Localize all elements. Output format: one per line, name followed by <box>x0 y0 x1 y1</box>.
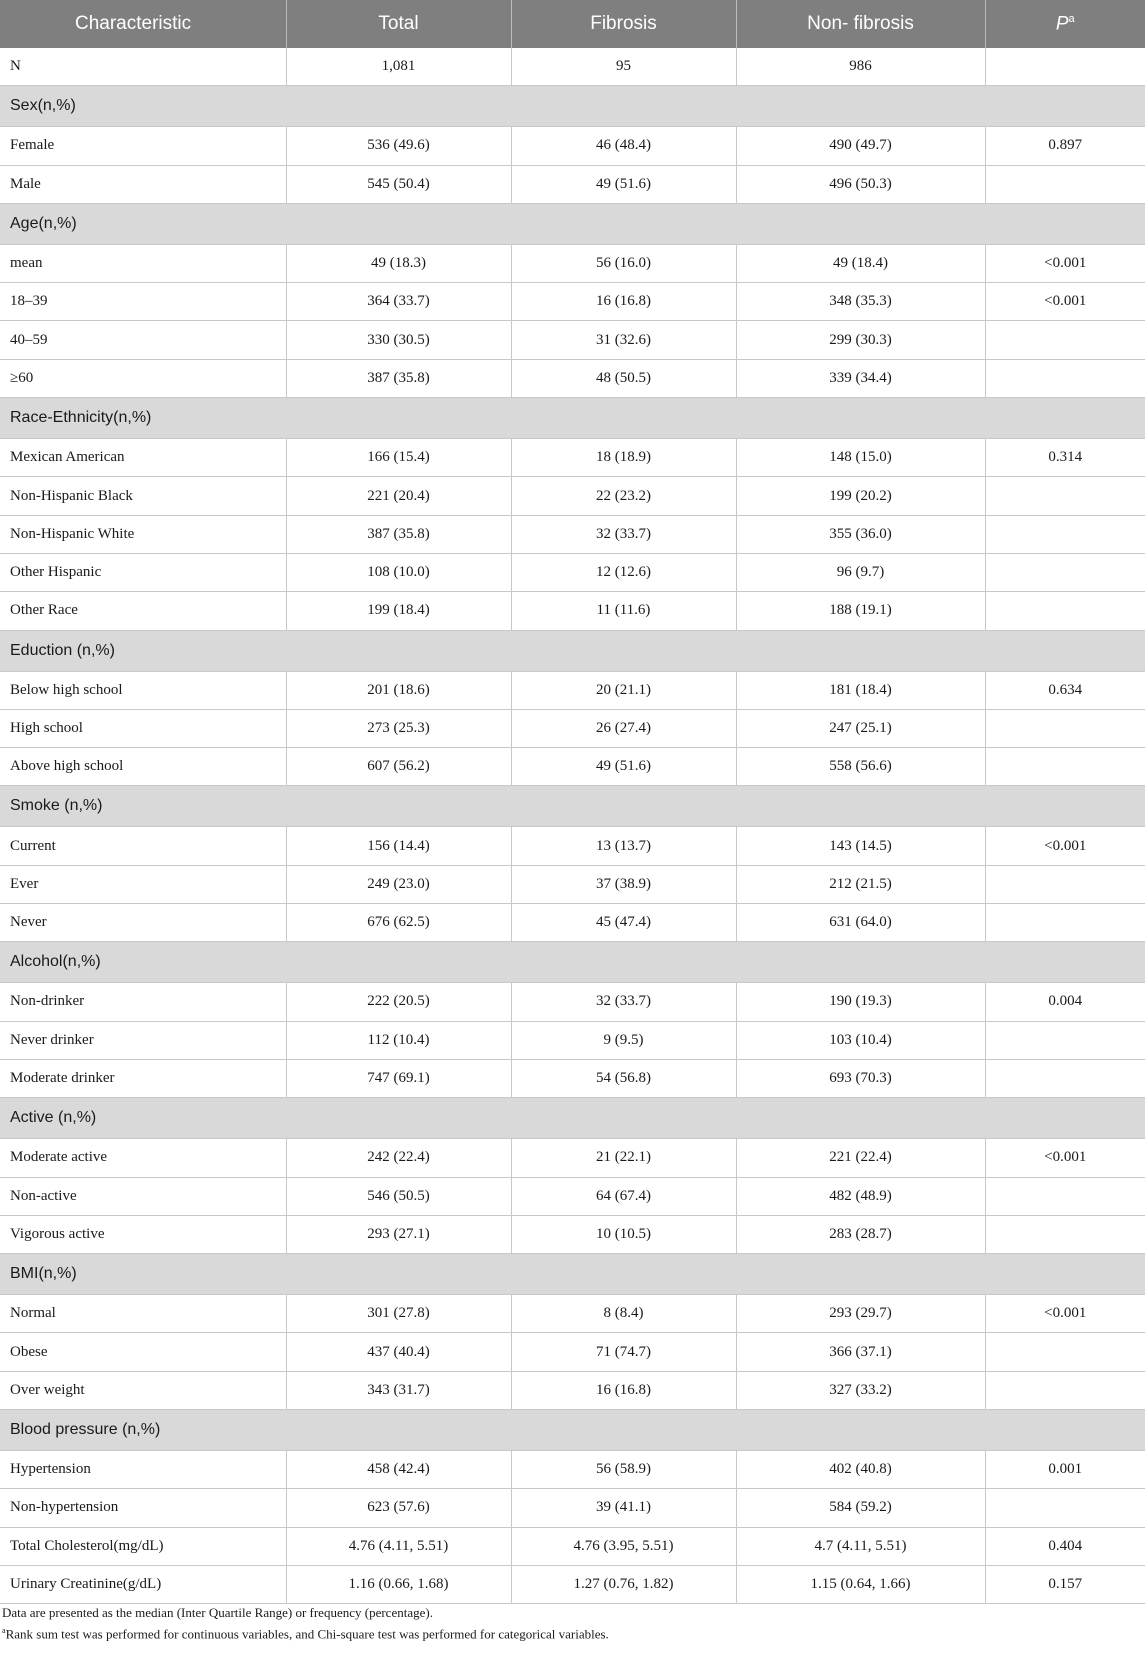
cell-fibrosis: 20 (21.1) <box>511 671 736 709</box>
cell-characteristic: Non-active <box>0 1177 286 1215</box>
cell-total: 222 (20.5) <box>286 983 511 1021</box>
cell-p-value <box>985 321 1145 359</box>
cell-total: 242 (22.4) <box>286 1139 511 1177</box>
cell-total: 747 (69.1) <box>286 1059 511 1097</box>
cell-p-value <box>985 904 1145 942</box>
table-header <box>0 0 1145 48</box>
cell-non-fibrosis: 199 (20.2) <box>736 477 985 515</box>
cell-total: 4.76 (4.11, 5.51) <box>286 1527 511 1565</box>
cell-characteristic: N <box>0 48 286 86</box>
cell-p-value <box>985 1371 1145 1409</box>
cell-fibrosis: 16 (16.8) <box>511 1371 736 1409</box>
cell-total: 623 (57.6) <box>286 1489 511 1527</box>
cell-non-fibrosis: 490 (49.7) <box>736 127 985 165</box>
cell-fibrosis: 56 (16.0) <box>511 244 736 282</box>
cell-p-value <box>985 165 1145 203</box>
footnote-2-marker: a <box>2 1626 6 1636</box>
table-row <box>0 1215 1145 1253</box>
cell-fibrosis: 9 (9.5) <box>511 1021 736 1059</box>
cell-total: 249 (23.0) <box>286 865 511 903</box>
group-label: BMI(n,%) <box>0 1254 1145 1295</box>
cell-total: 536 (49.6) <box>286 127 511 165</box>
cell-fibrosis: 10 (10.5) <box>511 1215 736 1253</box>
cell-fibrosis: 32 (33.7) <box>511 983 736 1021</box>
cell-p-value <box>985 515 1145 553</box>
cell-characteristic: Never <box>0 904 286 942</box>
group-label: Eduction (n,%) <box>0 630 1145 671</box>
table-row <box>0 359 1145 397</box>
footnote-1: Data are presented as the median (Inter Quartile Range) or frequency (percentage). <box>2 1605 433 1621</box>
cell-p-value: 0.004 <box>985 983 1145 1021</box>
cell-total: 112 (10.4) <box>286 1021 511 1059</box>
cell-total: 49 (18.3) <box>286 244 511 282</box>
cell-fibrosis: 49 (51.6) <box>511 165 736 203</box>
table-row <box>0 48 1145 86</box>
cell-fibrosis: 12 (12.6) <box>511 553 736 591</box>
cell-characteristic: mean <box>0 244 286 282</box>
group-header-row <box>0 1254 1145 1295</box>
cell-characteristic: Normal <box>0 1295 286 1333</box>
table-row <box>0 283 1145 321</box>
cell-total: 166 (15.4) <box>286 439 511 477</box>
table-row <box>0 983 1145 1021</box>
cell-non-fibrosis: 96 (9.7) <box>736 553 985 591</box>
cell-non-fibrosis: 339 (34.4) <box>736 359 985 397</box>
table-row <box>0 748 1145 786</box>
cell-characteristic: Obese <box>0 1333 286 1371</box>
table-row <box>0 165 1145 203</box>
cell-non-fibrosis: 293 (29.7) <box>736 1295 985 1333</box>
cell-total: 343 (31.7) <box>286 1371 511 1409</box>
table-row <box>0 592 1145 630</box>
group-header-row <box>0 630 1145 671</box>
cell-p-value: 0.314 <box>985 439 1145 477</box>
cell-total: 437 (40.4) <box>286 1333 511 1371</box>
cell-non-fibrosis: 190 (19.3) <box>736 983 985 1021</box>
cell-non-fibrosis: 103 (10.4) <box>736 1021 985 1059</box>
cell-fibrosis: 64 (67.4) <box>511 1177 736 1215</box>
cell-characteristic: 40–59 <box>0 321 286 359</box>
cell-characteristic: Female <box>0 127 286 165</box>
cell-characteristic: Non-Hispanic White <box>0 515 286 553</box>
cell-total: 108 (10.0) <box>286 553 511 591</box>
cell-non-fibrosis: 693 (70.3) <box>736 1059 985 1097</box>
cell-total: 546 (50.5) <box>286 1177 511 1215</box>
cell-characteristic: High school <box>0 709 286 747</box>
cell-total: 156 (14.4) <box>286 827 511 865</box>
table-row <box>0 553 1145 591</box>
cell-characteristic: Non-drinker <box>0 983 286 1021</box>
group-header-row <box>0 942 1145 983</box>
cell-p-value: <0.001 <box>985 1139 1145 1177</box>
cell-non-fibrosis: 631 (64.0) <box>736 904 985 942</box>
cell-p-value <box>985 477 1145 515</box>
cell-non-fibrosis: 986 <box>736 48 985 86</box>
cell-non-fibrosis: 355 (36.0) <box>736 515 985 553</box>
cell-p-value <box>985 592 1145 630</box>
table-row <box>0 709 1145 747</box>
cell-characteristic: Above high school <box>0 748 286 786</box>
group-header-row <box>0 786 1145 827</box>
table-row <box>0 1527 1145 1565</box>
header-p-superscript: a <box>1068 12 1075 25</box>
table-row <box>0 904 1145 942</box>
cell-fibrosis: 13 (13.7) <box>511 827 736 865</box>
cell-non-fibrosis: 496 (50.3) <box>736 165 985 203</box>
header-characteristic: Characteristic <box>0 0 286 48</box>
cell-p-value: <0.001 <box>985 283 1145 321</box>
cell-p-value: <0.001 <box>985 1295 1145 1333</box>
cell-total: 301 (27.8) <box>286 1295 511 1333</box>
cell-non-fibrosis: 247 (25.1) <box>736 709 985 747</box>
cell-non-fibrosis: 327 (33.2) <box>736 1371 985 1409</box>
cell-fibrosis: 8 (8.4) <box>511 1295 736 1333</box>
cell-characteristic: Over weight <box>0 1371 286 1409</box>
cell-characteristic: Mexican American <box>0 439 286 477</box>
cell-characteristic: Non-Hispanic Black <box>0 477 286 515</box>
table-row <box>0 244 1145 282</box>
cell-non-fibrosis: 143 (14.5) <box>736 827 985 865</box>
cell-p-value <box>985 1177 1145 1215</box>
cell-p-value: 0.634 <box>985 671 1145 709</box>
cell-p-value: 0.404 <box>985 1527 1145 1565</box>
header-p-label: P <box>1055 13 1069 35</box>
cell-characteristic: Hypertension <box>0 1451 286 1489</box>
header-non-fibrosis: Non- fibrosis <box>736 0 985 48</box>
cell-total: 545 (50.4) <box>286 165 511 203</box>
group-header-row <box>0 86 1145 127</box>
group-header-row <box>0 398 1145 439</box>
cell-fibrosis: 49 (51.6) <box>511 748 736 786</box>
cell-total: 676 (62.5) <box>286 904 511 942</box>
cell-non-fibrosis: 188 (19.1) <box>736 592 985 630</box>
cell-fibrosis: 46 (48.4) <box>511 127 736 165</box>
table-row <box>0 1139 1145 1177</box>
cell-p-value: 0.001 <box>985 1451 1145 1489</box>
cell-fibrosis: 21 (22.1) <box>511 1139 736 1177</box>
table-row <box>0 1333 1145 1371</box>
cell-p-value <box>985 865 1145 903</box>
cell-p-value <box>985 359 1145 397</box>
cell-fibrosis: 16 (16.8) <box>511 283 736 321</box>
cell-total: 458 (42.4) <box>286 1451 511 1489</box>
cell-fibrosis: 1.27 (0.76, 1.82) <box>511 1565 736 1603</box>
cell-characteristic: Urinary Creatinine(g/dL) <box>0 1565 286 1603</box>
cell-total: 330 (30.5) <box>286 321 511 359</box>
cell-total: 293 (27.1) <box>286 1215 511 1253</box>
cell-fibrosis: 26 (27.4) <box>511 709 736 747</box>
cell-characteristic: Moderate active <box>0 1139 286 1177</box>
cell-fibrosis: 45 (47.4) <box>511 904 736 942</box>
table-row <box>0 1295 1145 1333</box>
cell-p-value: 0.157 <box>985 1565 1145 1603</box>
cell-fibrosis: 32 (33.7) <box>511 515 736 553</box>
table-row <box>0 1489 1145 1527</box>
footnotes <box>0 1604 1145 1643</box>
cell-p-value <box>985 1021 1145 1059</box>
cell-fibrosis: 95 <box>511 48 736 86</box>
table-row <box>0 1451 1145 1489</box>
cell-p-value: 0.897 <box>985 127 1145 165</box>
cell-characteristic: Never drinker <box>0 1021 286 1059</box>
cell-p-value <box>985 1215 1145 1253</box>
group-header-row <box>0 1098 1145 1139</box>
cell-p-value <box>985 553 1145 591</box>
cell-p-value <box>985 709 1145 747</box>
cell-p-value <box>985 748 1145 786</box>
cell-non-fibrosis: 402 (40.8) <box>736 1451 985 1489</box>
cell-fibrosis: 39 (41.1) <box>511 1489 736 1527</box>
cell-total: 1,081 <box>286 48 511 86</box>
cell-fibrosis: 71 (74.7) <box>511 1333 736 1371</box>
header-fibrosis: Fibrosis <box>511 0 736 48</box>
cell-characteristic: ≥60 <box>0 359 286 397</box>
cell-p-value <box>985 1059 1145 1097</box>
cell-non-fibrosis: 299 (30.3) <box>736 321 985 359</box>
cell-non-fibrosis: 181 (18.4) <box>736 671 985 709</box>
table-row <box>0 1371 1145 1409</box>
cell-characteristic: Ever <box>0 865 286 903</box>
table-body <box>0 48 1145 1604</box>
cell-p-value: <0.001 <box>985 244 1145 282</box>
cell-non-fibrosis: 49 (18.4) <box>736 244 985 282</box>
table-row <box>0 1059 1145 1097</box>
cell-non-fibrosis: 221 (22.4) <box>736 1139 985 1177</box>
cell-non-fibrosis: 212 (21.5) <box>736 865 985 903</box>
cell-fibrosis: 11 (11.6) <box>511 592 736 630</box>
group-header-row <box>0 203 1145 244</box>
cell-non-fibrosis: 584 (59.2) <box>736 1489 985 1527</box>
cell-characteristic: Moderate drinker <box>0 1059 286 1097</box>
cell-fibrosis: 54 (56.8) <box>511 1059 736 1097</box>
cell-p-value <box>985 1489 1145 1527</box>
cell-non-fibrosis: 558 (56.6) <box>736 748 985 786</box>
cell-total: 387 (35.8) <box>286 515 511 553</box>
cell-total: 364 (33.7) <box>286 283 511 321</box>
cell-fibrosis: 18 (18.9) <box>511 439 736 477</box>
cell-non-fibrosis: 1.15 (0.64, 1.66) <box>736 1565 985 1603</box>
group-label: Sex(n,%) <box>0 86 1145 127</box>
cell-characteristic: Male <box>0 165 286 203</box>
table-row <box>0 671 1145 709</box>
cell-fibrosis: 48 (50.5) <box>511 359 736 397</box>
table-row <box>0 1565 1145 1603</box>
group-label: Age(n,%) <box>0 203 1145 244</box>
table-row <box>0 321 1145 359</box>
cell-non-fibrosis: 283 (28.7) <box>736 1215 985 1253</box>
group-header-row <box>0 1410 1145 1451</box>
cell-non-fibrosis: 366 (37.1) <box>736 1333 985 1371</box>
cell-characteristic: Current <box>0 827 286 865</box>
cell-characteristic: Vigorous active <box>0 1215 286 1253</box>
table-row <box>0 865 1145 903</box>
cell-non-fibrosis: 4.7 (4.11, 5.51) <box>736 1527 985 1565</box>
cell-fibrosis: 31 (32.6) <box>511 321 736 359</box>
cell-characteristic: 18–39 <box>0 283 286 321</box>
cell-characteristic: Other Race <box>0 592 286 630</box>
cell-total: 607 (56.2) <box>286 748 511 786</box>
group-label: Active (n,%) <box>0 1098 1145 1139</box>
group-label: Alcohol(n,%) <box>0 942 1145 983</box>
table-row <box>0 439 1145 477</box>
cell-characteristic: Below high school <box>0 671 286 709</box>
table-row <box>0 477 1145 515</box>
footnote-2-text: Rank sum test was performed for continuous variables, and Chi-square test was performed for categorical variables. <box>5 1626 609 1642</box>
cell-fibrosis: 4.76 (3.95, 5.51) <box>511 1527 736 1565</box>
cell-non-fibrosis: 148 (15.0) <box>736 439 985 477</box>
cell-fibrosis: 56 (58.9) <box>511 1451 736 1489</box>
cell-total: 201 (18.6) <box>286 671 511 709</box>
cell-characteristic: Total Cholesterol(mg/dL) <box>0 1527 286 1565</box>
cell-non-fibrosis: 482 (48.9) <box>736 1177 985 1215</box>
header-row <box>0 0 1145 48</box>
group-label: Race-Ethnicity(n,%) <box>0 398 1145 439</box>
cell-total: 199 (18.4) <box>286 592 511 630</box>
header-p-value <box>985 0 1145 48</box>
cell-fibrosis: 22 (23.2) <box>511 477 736 515</box>
cell-total: 273 (25.3) <box>286 709 511 747</box>
table-row <box>0 1177 1145 1215</box>
table-row <box>0 827 1145 865</box>
cell-p-value <box>985 48 1145 86</box>
cell-total: 387 (35.8) <box>286 359 511 397</box>
cell-characteristic: Other Hispanic <box>0 553 286 591</box>
cell-total: 221 (20.4) <box>286 477 511 515</box>
group-label: Smoke (n,%) <box>0 786 1145 827</box>
group-label: Blood pressure (n,%) <box>0 1410 1145 1451</box>
cell-non-fibrosis: 348 (35.3) <box>736 283 985 321</box>
table-row <box>0 515 1145 553</box>
cell-total: 1.16 (0.66, 1.68) <box>286 1565 511 1603</box>
table-row <box>0 127 1145 165</box>
footnote-2 <box>2 1622 1145 1643</box>
table-row <box>0 1021 1145 1059</box>
header-total: Total <box>286 0 511 48</box>
cell-p-value <box>985 1333 1145 1371</box>
cell-characteristic: Non-hypertension <box>0 1489 286 1527</box>
cell-p-value: <0.001 <box>985 827 1145 865</box>
cell-fibrosis: 37 (38.9) <box>511 865 736 903</box>
